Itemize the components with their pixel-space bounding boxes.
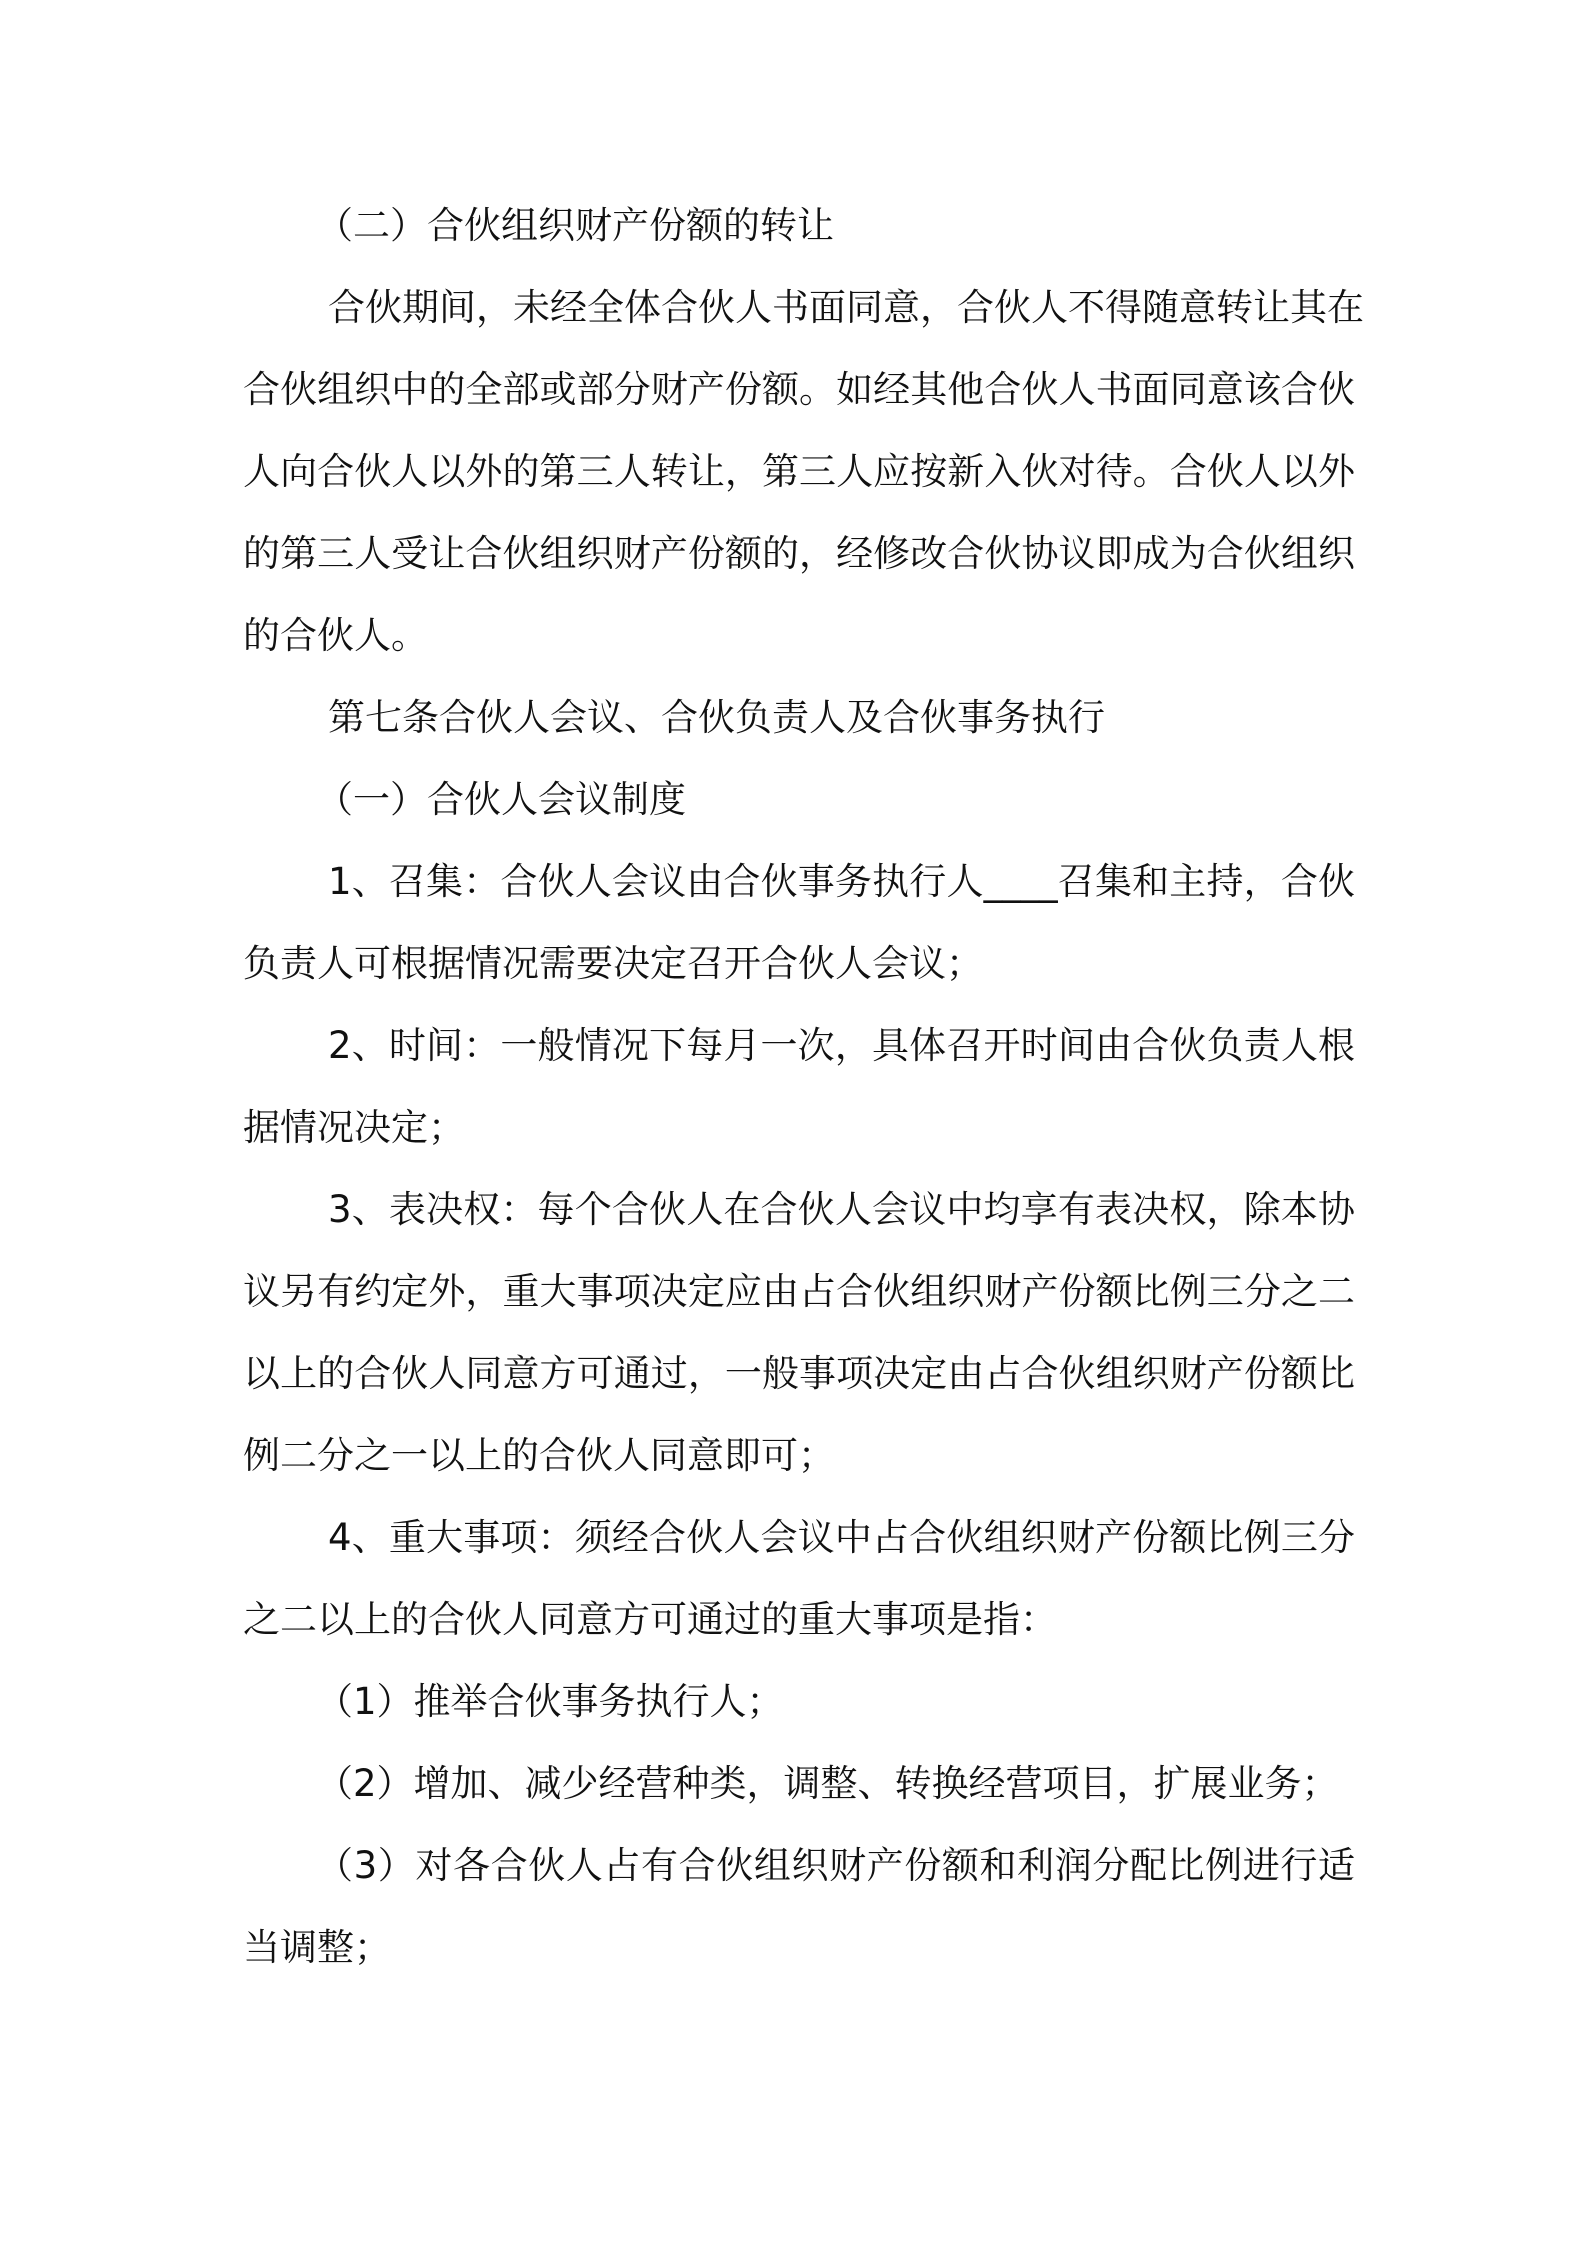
paragraph-line: 据情况决定； bbox=[243, 1106, 465, 1149]
list-item-continuation: 当调整； bbox=[243, 1926, 391, 1969]
article-heading: 第七条合伙人会议、合伙负责人及合伙事务执行 bbox=[328, 696, 1105, 739]
paragraph-line: 3、表决权：每个合伙人在合伙人会议中均享有表决权，除本协 bbox=[328, 1188, 1355, 1231]
section-heading-meeting: （一）合伙人会议制度 bbox=[316, 778, 686, 821]
paragraph-line: 之二以上的合伙人同意方可通过的重大事项是指： bbox=[243, 1598, 1057, 1641]
paragraph-line: 合伙期间，未经全体合伙人书面同意，合伙人不得随意转让其在 bbox=[328, 286, 1364, 329]
paragraph-line: 4、重大事项：须经合伙人会议中占合伙组织财产份额比例三分 bbox=[328, 1516, 1355, 1559]
paragraph-line: 的第三人受让合伙组织财产份额的，经修改合伙协议即成为合伙组织 bbox=[243, 532, 1355, 575]
paragraph-line: 1、召集：合伙人会议由合伙事务执行人____召集和主持，合伙 bbox=[328, 860, 1355, 903]
paragraph-line: 以上的合伙人同意方可通过，一般事项决定由占合伙组织财产份额比 bbox=[243, 1352, 1355, 1395]
list-item: （3）对各合伙人占有合伙组织财产份额和利润分配比例进行适 bbox=[316, 1844, 1355, 1887]
list-item: （1）推举合伙事务执行人； bbox=[316, 1680, 784, 1723]
paragraph-line: 人向合伙人以外的第三人转让，第三人应按新入伙对待。合伙人以外 bbox=[243, 450, 1355, 493]
paragraph-line: 负责人可根据情况需要决定召开合伙人会议； bbox=[243, 942, 983, 985]
paragraph-line: 议另有约定外，重大事项决定应由占合伙组织财产份额比例三分之二 bbox=[243, 1270, 1355, 1313]
paragraph-line: 例二分之一以上的合伙人同意即可； bbox=[243, 1434, 835, 1477]
paragraph-line: 合伙组织中的全部或部分财产份额。如经其他合伙人书面同意该合伙 bbox=[243, 368, 1355, 411]
list-item: （2）增加、减少经营种类，调整、转换经营项目，扩展业务； bbox=[316, 1762, 1339, 1805]
paragraph-line: 的合伙人。 bbox=[243, 614, 428, 657]
paragraph-line: 2、时间：一般情况下每月一次，具体召开时间由合伙负责人根 bbox=[328, 1024, 1355, 1067]
section-heading-transfer: （二）合伙组织财产份额的转让 bbox=[316, 204, 834, 247]
